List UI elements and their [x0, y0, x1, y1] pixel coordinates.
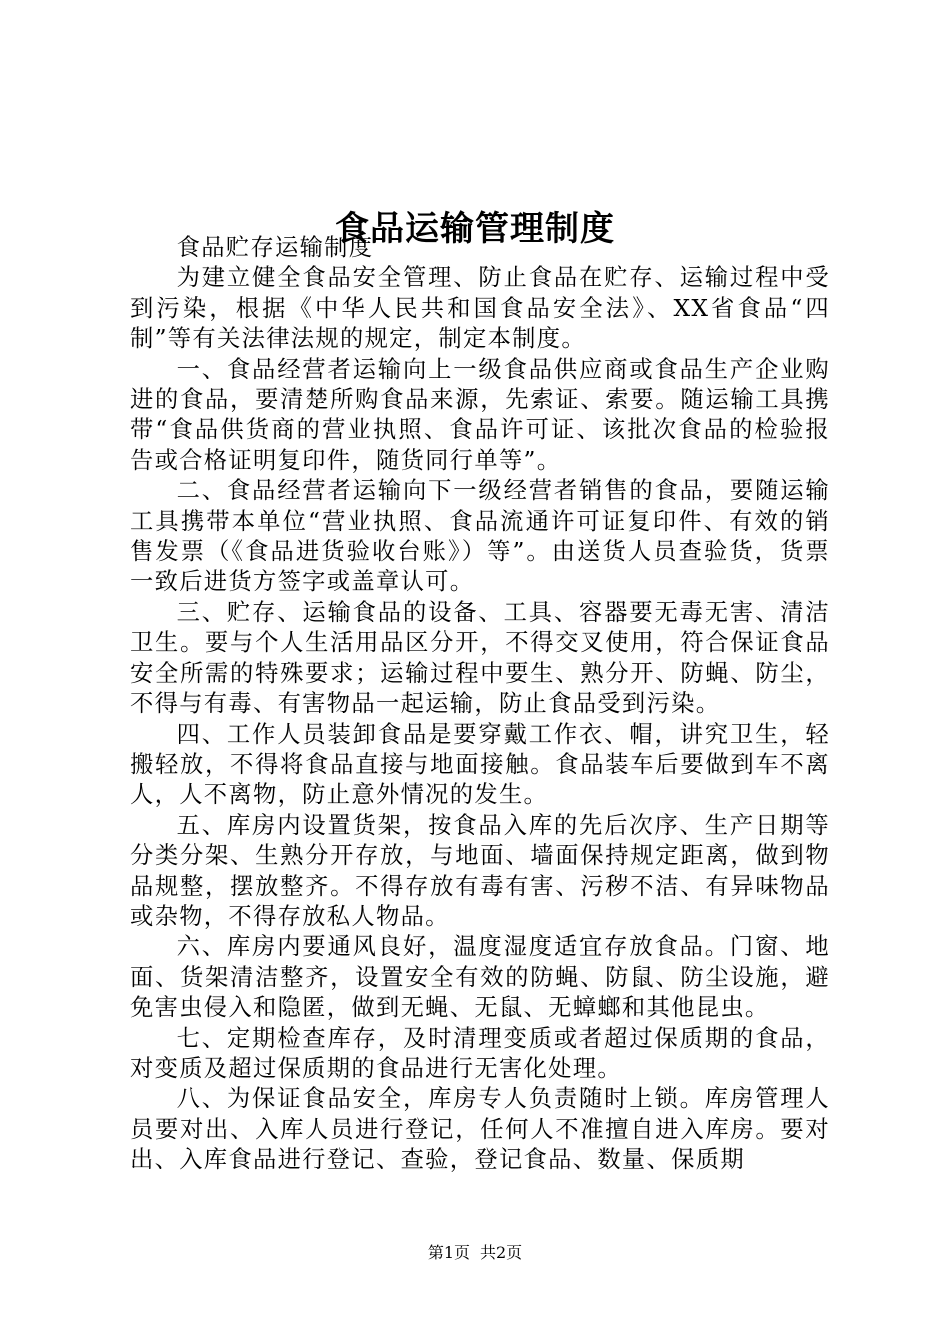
subtitle-paragraph: 食品贮存运输制度 [176, 234, 374, 261]
rule-paragraph-5: 五、库房内设置货架，按食品入库的先后次序、生产日期等分类分架、生熟分开存放，与地面、墙面保持规定距离，做到物品规整，摆放整齐。不得存放有毒有害、污秽不洁、有异味物品或杂物，不得存放私人物品。 [130, 811, 830, 930]
rule-paragraph-4: 四、工作人员装卸食品是要穿戴工作衣、帽，讲究卫生，轻搬轻放，不得将食品直接与地面接触。食品装车后要做到车不离人，人不离物，防止意外情况的发生。 [130, 720, 830, 809]
rule-paragraph-6: 六、库房内要通风良好，温度湿度适宜存放食品。门窗、地面、货架清洁整齐，设置安全有效的防蝇、防鼠、防尘设施，避免害虫侵入和隐匿，做到无蝇、无鼠、无蟑螂和其他昆虫。 [130, 933, 830, 1022]
rule-paragraph-3: 三、贮存、运输食品的设备、工具、容器要无毒无害、清洁卫生。要与个人生活用品区分开，不得交叉使用，符合保证食品安全所需的特殊要求；运输过程中要生、熟分开、防蝇、防尘，不得与有毒、有害物品一起运输，防止食品受到污染。 [130, 598, 830, 718]
rule-paragraph-7: 七、定期检查库存，及时清理变质或者超过保质期的食品，对变质及超过保质期的食品进行无害化处理。 [130, 1024, 830, 1082]
page-footer [0, 1242, 950, 1264]
rule-paragraph-8: 八、为保证食品安全，库房专人负责随时上锁。库房管理人员要对出、入库人员进行登记，任何人不准擅自进入库房。要对出、入库食品进行登记、查验，登记食品、数量、保质期 [130, 1085, 830, 1174]
document-title: 食品运输管理制度 [335, 208, 615, 249]
page-number: 第1页 [427, 1243, 470, 1262]
page-total: 共2页 [480, 1243, 523, 1262]
rule-paragraph-1: 一、食品经营者运输向上一级食品供应商或食品生产企业购进的食品，要清楚所购食品来源，先索证、索要。随运输工具携带“食品供货商的营业执照、食品许可证、该批次食品的检验报告或合格证明复印件，随货同行单等”。 [130, 355, 830, 474]
document-body [130, 233, 830, 1176]
rule-paragraph-2: 二、食品经营者运输向下一级经营者销售的食品，要随运输工具携带本单位“营业执照、食品流通许可证复印件、有效的销售发票（《食品进货验收台账》）等”。由送货人员查验货，货票一致后进货方签字或盖章认可。 [130, 477, 830, 596]
intro-paragraph: 为建立健全食品安全管理、防止食品在贮存、运输过程中受到污染，根据《中华人民共和国食品安全法》、XX省食品“四制”等有关法律法规的规定，制定本制度。 [130, 264, 830, 353]
